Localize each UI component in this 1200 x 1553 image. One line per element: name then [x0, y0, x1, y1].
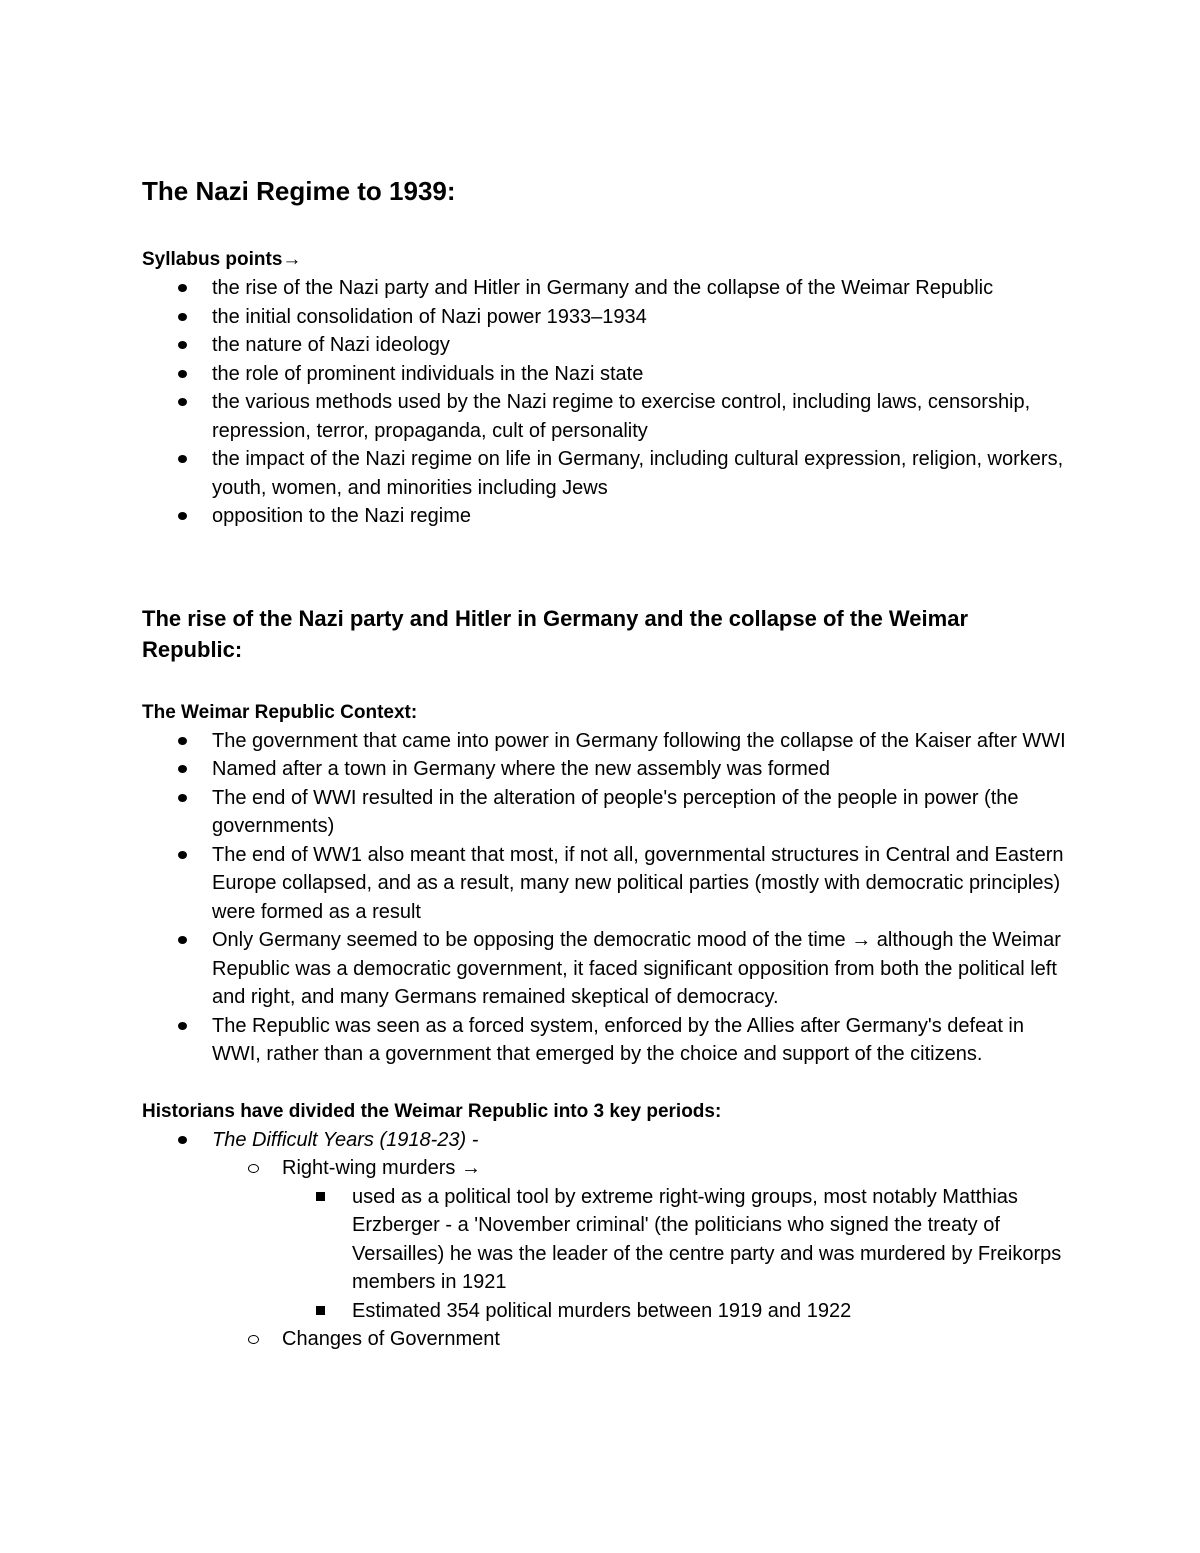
list-item: the initial consolidation of Nazi power 1933–1934: [142, 303, 1072, 332]
periods-heading: Historians have divided the Weimar Republic into 3 key periods:: [142, 1100, 722, 1122]
list-item: Estimated 354 political murders between 1919 and 1922: [282, 1297, 1072, 1326]
sub-sub-list: [282, 1183, 1072, 1326]
bullet-icon: [178, 360, 187, 389]
list-item: The Republic was seen as a forced system, enforced by the Allies after Germany's defeat in WWI, rather than a government that emerged by the choice and support of the citizens.: [142, 1012, 1072, 1069]
list-item: The government that came into power in Germany following the collapse of the Kaiser after WWI: [142, 727, 1072, 756]
bullet-icon: [178, 841, 187, 870]
square-bullet-icon: [316, 1183, 325, 1212]
square-bullet-icon: [316, 1297, 325, 1326]
sub-list: [212, 1154, 1072, 1354]
list-item: the rise of the Nazi party and Hitler in Germany and the collapse of the Weimar Republic: [142, 274, 1072, 303]
list-item: The end of WW1 also meant that most, if not all, governmental structures in Central and Eastern Europe collapsed, and as a result, many new political parties (mostly with democratic principles) were formed as a result: [142, 841, 1072, 927]
list-item: Changes of Government: [212, 1325, 1072, 1354]
hollow-circle-icon: [248, 1154, 259, 1183]
document-content: [142, 173, 1072, 1354]
list-item: used as a political tool by extreme right-wing groups, most notably Matthias Erzberger - a 'November criminal' (the politicians who signed the treaty of Versailles) he was the leader of the centre party and was murdered by Freikorps members in 1921: [282, 1183, 1072, 1297]
list-item: Only Germany seemed to be opposing the democratic mood of the time → although the Weimar Republic was a democratic government, it faced significant opposition from both the political left and right, and many Germans remained skeptical of democracy.: [142, 926, 1072, 1012]
bullet-icon: [178, 784, 187, 813]
list-item: the role of prominent individuals in the Nazi state: [142, 360, 1072, 389]
context-heading: The Weimar Republic Context:: [142, 701, 418, 723]
bullet-icon: [178, 1126, 187, 1155]
list-item: the various methods used by the Nazi regime to exercise control, including laws, censorship, repression, terror, propaganda, cult of personality: [142, 388, 1072, 445]
periods-list: [142, 1126, 1072, 1354]
context-list: [142, 727, 1072, 1069]
page-title: The Nazi Regime to 1939:: [142, 176, 456, 206]
list-item: the nature of Nazi ideology: [142, 331, 1072, 360]
list-item: The end of WWI resulted in the alteration of people's perception of the people in power (the governments): [142, 784, 1072, 841]
list-item: opposition to the Nazi regime: [142, 502, 1072, 531]
hollow-circle-icon: [248, 1325, 259, 1354]
bullet-icon: [178, 502, 187, 531]
list-item: Right-wing murders → used as a political tool by extreme right-wing groups, most notably Matthias Erzberger - a 'November criminal' (the politicians who signed the treaty of Versailles) he was the leader of the centre party and was murdered by Freikorps members in 1921 Estimated 354 political murders between 1919 and 1922: [212, 1154, 1072, 1325]
bullet-icon: [178, 445, 187, 474]
bullet-icon: [178, 303, 187, 332]
bullet-icon: [178, 727, 187, 756]
period-label: The Difficult Years (1918-23) -: [212, 1128, 479, 1151]
syllabus-list: [142, 274, 1072, 531]
list-item: the impact of the Nazi regime on life in Germany, including cultural expression, religion, workers, youth, women, and minorities including Jews: [142, 445, 1072, 502]
section-heading: The rise of the Nazi party and Hitler in Germany and the collapse of the Weimar Republic:: [142, 605, 969, 662]
bullet-icon: [178, 388, 187, 417]
bullet-icon: [178, 755, 187, 784]
bullet-icon: [178, 331, 187, 360]
list-item: [142, 1126, 1072, 1354]
syllabus-heading: Syllabus points→: [142, 249, 302, 270]
bullet-icon: [178, 1012, 187, 1041]
bullet-icon: [178, 274, 187, 303]
bullet-icon: [178, 926, 187, 955]
list-item: Named after a town in Germany where the new assembly was formed: [142, 755, 1072, 784]
